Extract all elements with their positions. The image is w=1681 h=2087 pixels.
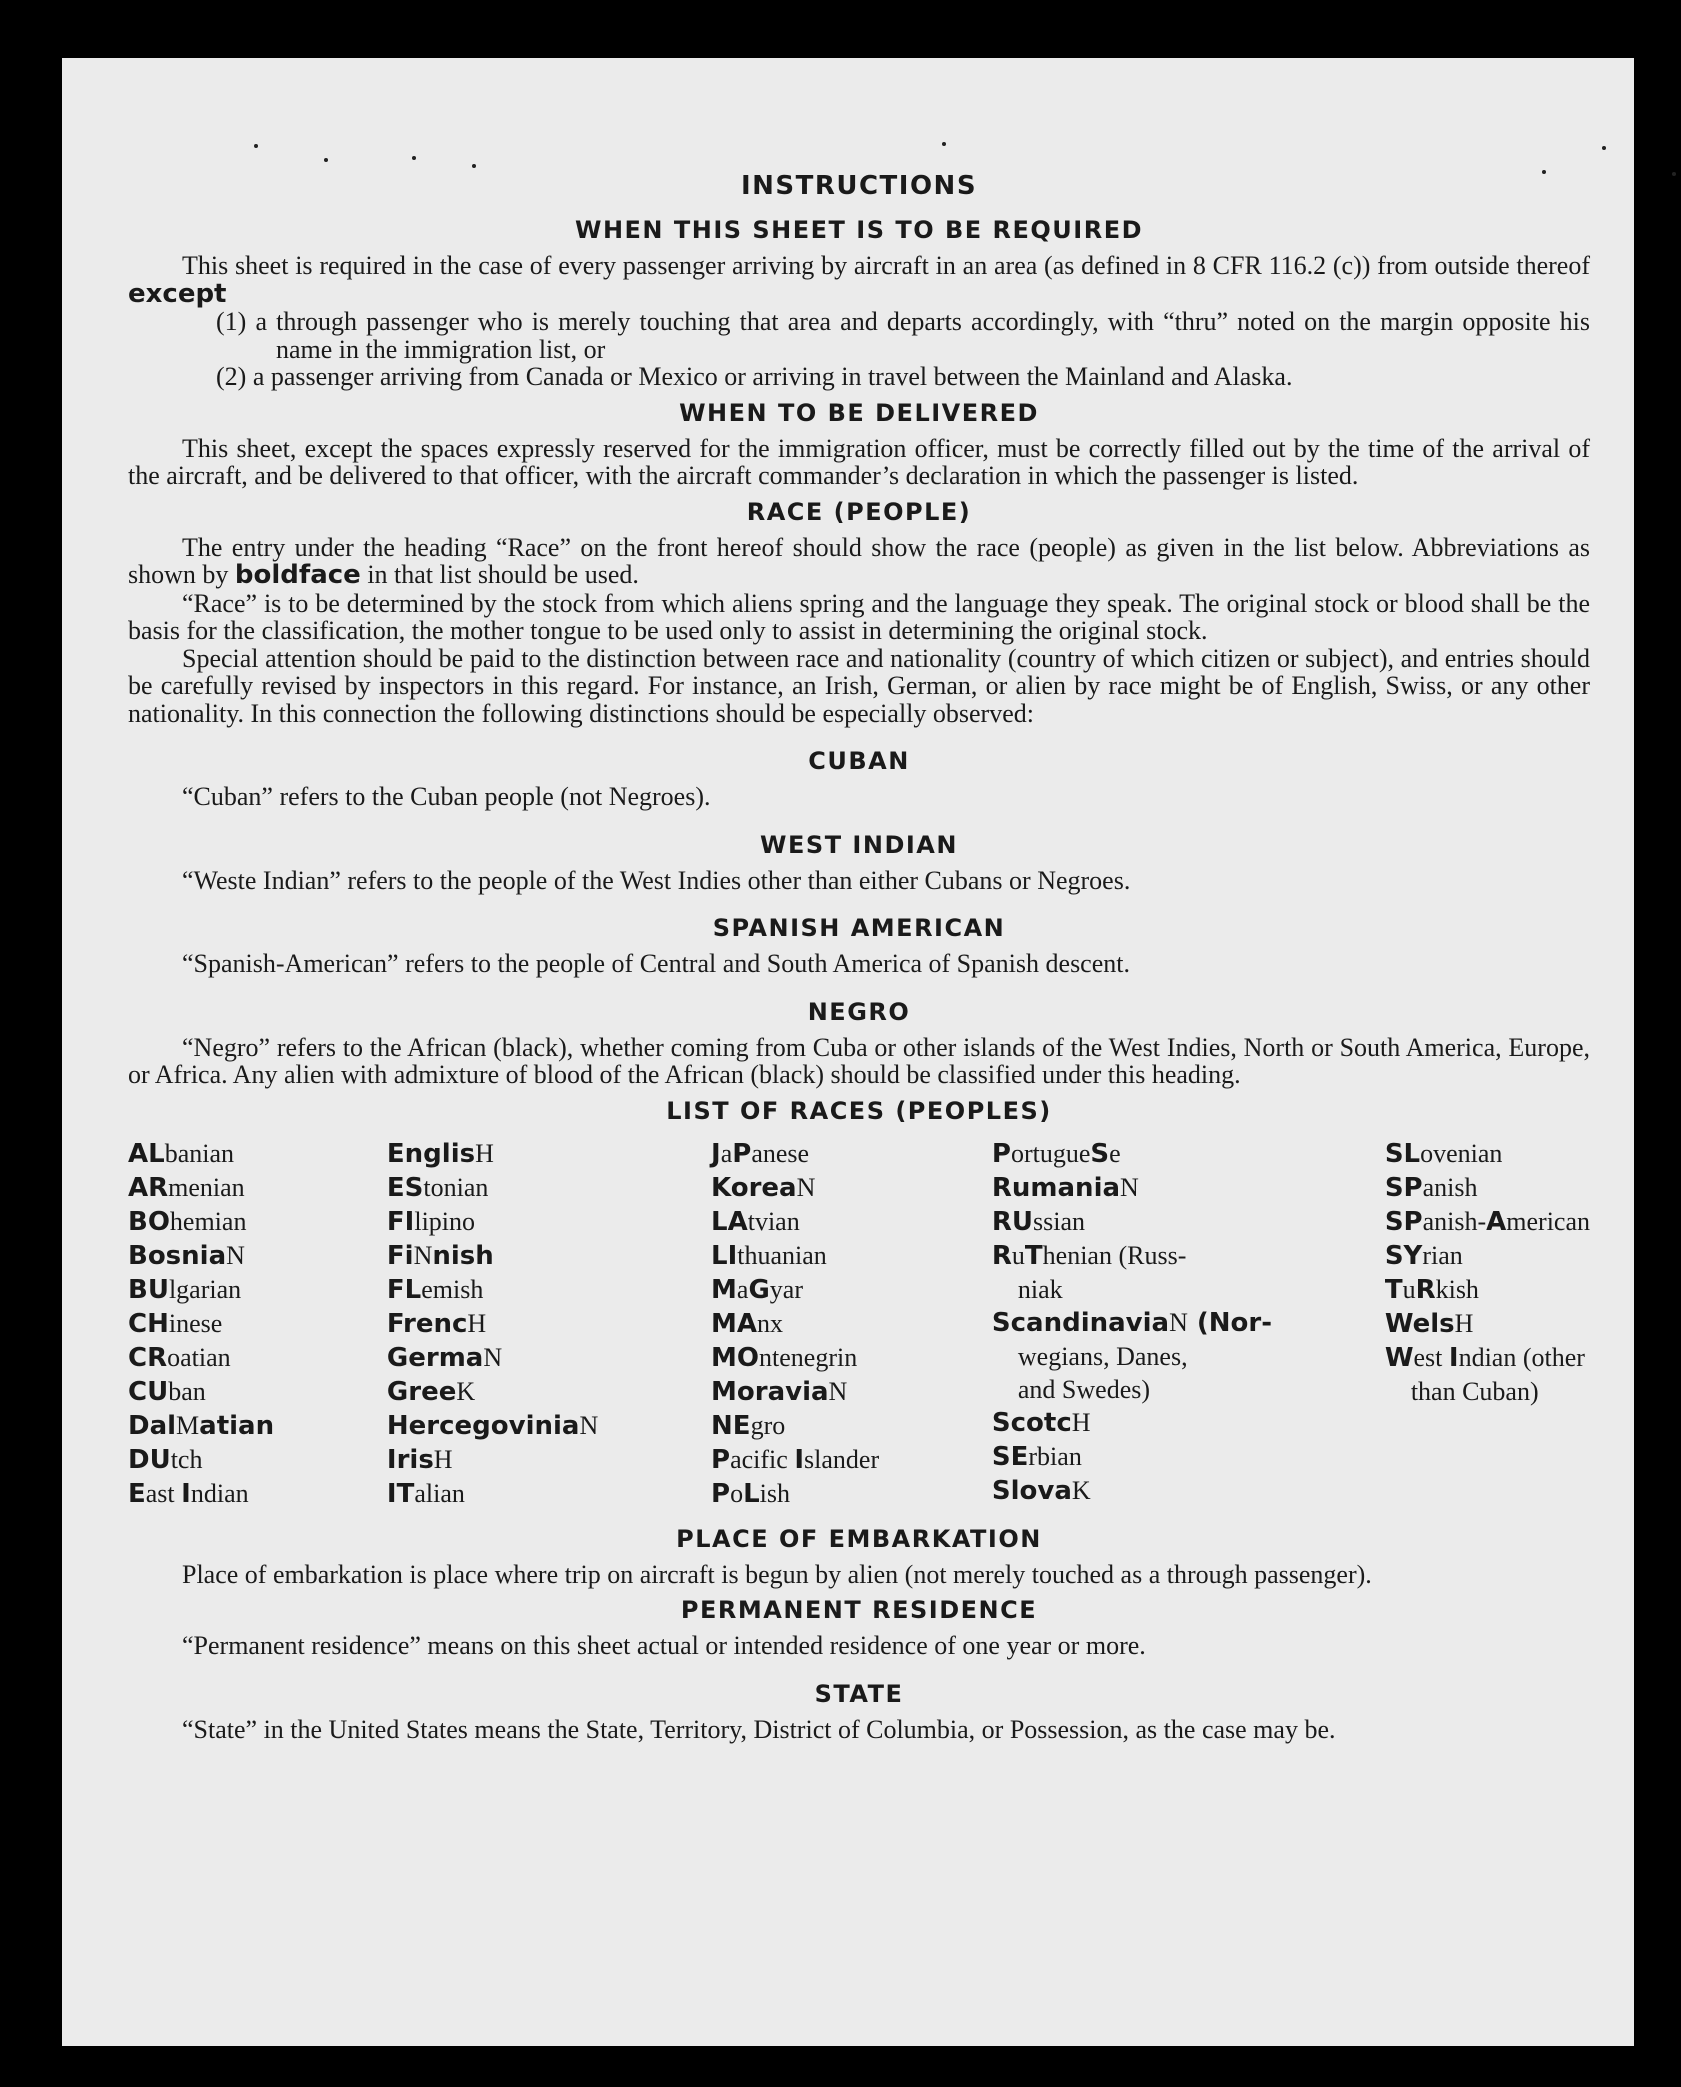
race-entry: BOhemian [128,1206,247,1237]
race-entry: JaPanese [711,1138,810,1169]
required-item-1: (1) a through passenger who is merely touching that area and departs accordingly, with “thru” noted on the margin opposite his name in the immigration list, or [216,307,1590,364]
required-item-2: (2) a passenger arriving from Canada or Mexico or arriving in travel between the Mainland and Alaska. [216,362,1293,391]
residence-text: “Permanent residence” means on this sheet actual or intended residence of one year or more. [182,1631,1146,1660]
race-entry: DUtch [128,1444,203,1475]
race-entry: LIthuanian [711,1240,827,1271]
section-heading-delivered: WHEN TO BE DELIVERED [679,398,1039,427]
race-entry: BUlgarian [128,1274,242,1305]
race-entry: MOntenegrin [711,1342,858,1373]
race-entry: NEgro [711,1410,786,1441]
race-entry: SlovaK [991,1475,1091,1506]
race-entry: and Swedes) [1017,1374,1151,1404]
scan-specks [182,98,1602,158]
race-column-1 [128,1137,274,1511]
race-entry: MAnx [711,1308,784,1339]
negro-text: “Negro” refers to the African (black), whether coming from Cuba or other islands of the West Indies, North or South America, Europe, or Africa. Any alien with admixture of blood of the African (black) should be classified under this heading. [128,1032,1590,1089]
section-heading-cuban: CUBAN [808,747,910,775]
required-intro-text: This sheet is required in the case of every passenger arriving by aircraft in an area (as defined in 8 CFR 116.2 (c)) from outside thereof [182,251,1590,280]
race-p1-text-b: in that list should be used. [367,560,639,589]
race-entry: TuRkish [1384,1274,1479,1305]
race-entry: MoraviaN [711,1376,848,1407]
embarkation-text: Place of embarkation is place where trip on aircraft is begun by alien (not merely touched as a through passenger). [182,1559,1372,1589]
race-column-3 [711,1137,879,1511]
race-entry: ScotcH [991,1407,1091,1438]
except-keyword: except [128,278,227,309]
race-entry: CHinese [128,1308,223,1339]
page-title: INSTRUCTIONS [740,171,978,201]
section-heading-race-list: LIST OF RACES (PEOPLES) [666,1096,1052,1125]
race-column-2 [387,1137,598,1511]
document-page [62,58,1634,2046]
section-heading-residence: PERMANENT RESIDENCE [680,1596,1038,1624]
race-entry: GermaN [386,1342,503,1373]
race-entry: SPanish [1384,1172,1478,1203]
race-entry: FIlipino [386,1206,476,1237]
spanish-american-text: “Spanish-American” refers to the people of Central and South America of Spanish descent. [182,949,1130,978]
race-column-5 [1385,1137,1590,1511]
instructions-body [128,164,1590,1743]
race-entry: EStonian [386,1172,489,1203]
state-text: “State” in the United States means the State, Territory, District of Columbia, or Possession, as the case may be. [182,1714,1336,1744]
race-entry: ALbanian [128,1138,235,1169]
delivered-text: This sheet, except the spaces expressly reserved for the immigration officer, must be correctly filled out by the time of the arrival of the aircraft, and be delivered to that officer, with the aircraft commander’s declaration in which the passenger is listed. [128,433,1590,490]
race-entry: WelsH [1384,1308,1474,1339]
race-entry: EnglisH [386,1138,494,1169]
section-heading-west-indian: WEST INDIAN [760,830,958,859]
race-entry: SLovenian [1384,1138,1503,1169]
required-intro [128,252,1590,308]
section-heading-required: WHEN THIS SHEET IS TO BE REQUIRED [574,216,1144,244]
race-entry: RUssian [991,1206,1086,1237]
race-paragraph-1 [128,534,1590,590]
race-entry: SPanish-American [1384,1206,1590,1237]
race-entry: FLemish [386,1274,484,1305]
cuban-text: “Cuban” refers to the Cuban people (not Negroes). [182,782,711,811]
race-entry: ARmenian [128,1172,245,1203]
race-entry: BosniaN [128,1240,245,1271]
race-paragraph-2: “Race” is to be determined by the stock from which aliens spring and the language they speak. The original stock or blood shall be the basis for the classification, the mother tongue to be used only to assist in determining the original stock. [128,588,1590,645]
race-entry: RuThenian (Russ- [991,1240,1187,1271]
race-entry: than Cuban) [1410,1376,1539,1406]
section-heading-state: STATE [814,1679,904,1708]
race-entry: IrisH [386,1444,453,1475]
race-entry: FiNnish [386,1240,494,1271]
race-entry: RumaniaN [991,1172,1139,1203]
race-paragraph-3: Special attention should be paid to the distinction between race and nationality (country of which citizen or subject), and entries should be carefully revised by inspectors in this regard. For instance, an Irish, German, or alien by race might be of English, Swiss, or any other nationality. In this connection the following distinctions should be especially observed: [128,643,1590,728]
race-entry: Pacific Islander [711,1444,880,1475]
race-entry: LAtvian [711,1206,800,1237]
race-entry: SYrian [1384,1240,1463,1271]
race-p1-text-a: The entry under the heading “Race” on the front hereof should show the race (people) as given in the list below. Abbreviations as shown by [128,532,1590,589]
race-entry: CRoatian [128,1342,231,1373]
race-entry: GreeK [386,1376,476,1407]
race-column-4 [992,1137,1272,1511]
race-entry: HercegoviniaN [386,1410,599,1441]
section-heading-negro: NEGRO [807,997,911,1026]
race-entry: PoLish [711,1478,791,1509]
boldface-keyword: boldface [234,560,361,590]
race-entry: West Indian (other [1384,1342,1585,1373]
race-entry: CUban [128,1376,206,1407]
section-heading-race: RACE (PEOPLE) [746,497,972,526]
race-entry: DalMatian [128,1410,275,1441]
race-entry: PortugueSe [991,1138,1121,1169]
race-list [128,1137,1590,1511]
race-entry: ITalian [386,1478,465,1509]
race-entry: East Indian [128,1478,249,1509]
race-entry: wegians, Danes, [1017,1341,1188,1371]
section-heading-embarkation: PLACE OF EMBARKATION [676,1524,1042,1553]
race-entry: SErbian [991,1441,1082,1472]
race-entry: MaGyar [711,1274,803,1305]
race-entry: FrencH [386,1308,487,1339]
section-heading-spanish-american: SPANISH AMERICAN [712,914,1006,942]
race-entry: KoreaN [711,1172,816,1203]
west-indian-text: “Weste Indian” refers to the people of the West Indies other than either Cubans or Negroes. [182,865,1131,895]
race-entry: ScandinaviaN (Nor- [991,1307,1273,1338]
race-entry: niak [1017,1274,1063,1304]
